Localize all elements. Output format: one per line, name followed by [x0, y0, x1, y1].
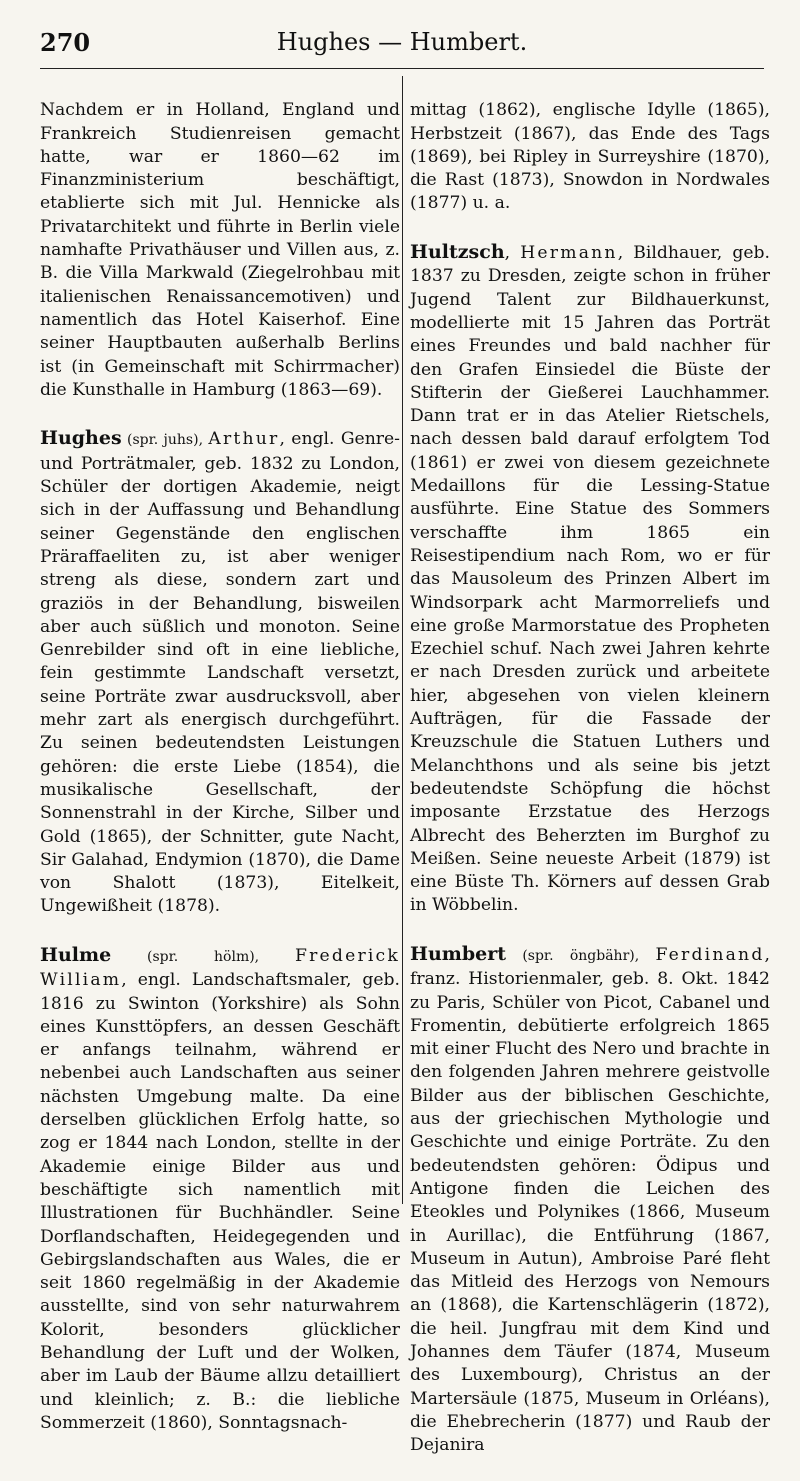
given-name: Frederick William — [40, 945, 400, 991]
entry-hulme — [40, 944, 400, 1435]
right-column — [410, 76, 770, 1481]
pronunciation: (spr. öngbähr), — [506, 947, 656, 964]
page-number: 270 — [40, 28, 91, 57]
entry-text: , Bildhauer, geb. 1837 zu Dresden, zeigte schon in früher Jugend Talent zur Bildhauerkunst, modellierte mit 15 Jahren das Porträt eines Freundes und bald nachher für den Grafen Einsiedel die Büste der Stifterin der Gießerei Lauchhammer. Dann trat er in das Atelier Rietschels, nach dessen bald darauf erfolgtem Tod (1861) er zwei von diesem gezeichnete Medaillons für die Lessing-Statue ausführte. Eine Statue des Sommers verschaffte ihm 1865 ein Reisestipendium nach Rom, wo er für das Mausoleum des Prinzen Albert im Windsorpark acht Marmorreliefs und eine große Marmorstatue des Propheten Ezechiel schuf. Nach zwei Jahren kehrte er nach Dresden zurück und arbeitete hier, abgesehen von vielen kleinern Aufträgen, für die Fassade der Kreuzschule die Statuen Luthers und Melanchthons und als seine bis jetzt bedeutendste Schöpfung die höchst imposante Erzstatue des Herzogs Albrecht des Beherzten im Burghof zu Meißen. Seine neueste Arbeit (1879) ist eine Büste Th. Körners auf dessen Grab in Wöbbelin. — [410, 243, 770, 916]
header-rule — [40, 68, 764, 69]
given-name: Arthur — [208, 429, 280, 450]
given-name: Hermann — [520, 243, 618, 264]
left-column — [40, 76, 400, 1459]
entry-hughes — [40, 427, 400, 918]
pronunciation: (spr. hölm), — [111, 948, 295, 965]
entry-humbert — [410, 943, 770, 1458]
entry-hultzsch: Hultzsch, Hermann, Bildhauer, geb. 1837 zu Dresden, zeigte schon in früher Jugend Talent zur Bildhauerkunst, modellierte mit 15 Jahren das Porträt eines Freundes und bald nachher für den Grafen Einsiedel die Büste der Stifterin der Gießerei Lauchhammer. Dann trat er in das Atelier Rietschels, nach dessen bald darauf erfolgtem Tod (1861) er zwei von diesem gezeichnete Medaillons für die Lessing-Statue ausführte. Eine Statue des Sommers verschaffte ihm 1865 ein Reisestipendium nach Rom, wo er für das Mausoleum des Prinzen Albert im Windsorpark acht Marmorreliefs und eine große Marmorstatue des Propheten Ezechiel schuf. Nach zwei Jahren kehrte er nach Dresden zurück und arbeitete hier, abgesehen von vielen kleinern Aufträgen, für die Fassade der Kreuzschule die Statuen Luthers und Melanchthons und als seine bis jetzt bedeutendste Schöpfung die höchst imposante Erzstatue des Herzogs Albrecht des Beherzten im Burghof zu Meißen. Seine neueste Arbeit (1879) ist eine Büste Th. Körners auf dessen Grab in Wöbbelin. — [410, 241, 770, 916]
headword: Humbert — [410, 942, 507, 965]
entry-text: , engl. Landschaftsmaler, geb. 1816 zu Swinton (Yorkshire) als Sohn eines Kunsttöpfers, an dessen Geschäft er anfangs teilnahm, während er nebenbei auch Landschaften aus seiner nächsten Umgebung malte. Da eine derselben glücklichen Erfolg hatte, so zog er 1844 nach London, stellte in der Akademie einige Bilder aus und beschäftigte sich namentlich mit Illustrationen für Buchhändler. Seine Dorflandschaften, Heidegegenden und Gebirgslandschaften aus Wales, die er seit 1860 regelmäßig in der Akademie ausstellte, sind von sehr naturwahrem Kolorit, besonders glücklicher Behandlung der Luft und der Wolken, aber im Laub der Bäume allzu detailliert und kleinlich; z. B.: die liebliche Sommerzeit (1860), Sonntagsnach- — [40, 970, 400, 1433]
running-title: Hughes — Humbert. — [276, 28, 528, 56]
given-name: Ferdinand — [655, 944, 765, 965]
headword: Hughes — [40, 427, 122, 450]
page-header — [40, 28, 764, 64]
headword: Hulme — [40, 943, 112, 966]
continued-entry-text: Nachdem er in Holland, England und Frankreich Studienreisen gemacht hatte, war er 1860—62 im Finanzministerium beschäftigt, etablierte sich mit Jul. Hennicke als Privatarchitekt und führte in Berlin viele namhafte Privathäuser und Villen aus, z. B. die Villa Markwald (Ziegelrohbau mit italienischen Renaissancemotiven) und namentlich das Hotel Kaiserhof. Eine seiner Hauptbauten außerhalb Berlins ist (in Gemeinschaft mit Schirrmacher) die Kunsthalle in Hamburg (1863—69). — [40, 100, 400, 400]
entry-text: , engl. Genre- und Porträtmaler, geb. 1832 zu London, Schüler der dortigen Akademie, neigt sich in der Auffassung und Behandlung seiner Gegenstände den englischen Präraffaeliten zu, ist aber weniger streng als diese, sondern zart und graziös in der Behandlung, bisweilen aber auch süßlich und monoton. Seine Genrebilder sind oft in eine liebliche, fein gestimmte Landschaft versetzt, seine Porträte zwar ausdrucksvoll, aber mehr zart als energisch durchgeführt. Zu seinen bedeutendsten Leistungen gehören: die erste Liebe (1854), die musikalische Gesellschaft, der Sonnenstrahl in der Kirche, Silber und Gold (1865), der Schnitter, gute Nacht, Sir Galahad, Endymion (1870), die Dame von Shalott (1873), Eitelkeit, Ungewißheit (1878). — [40, 429, 400, 917]
continued-entry-text: mittag (1862), englische Idylle (1865), Herbstzeit (1867), das Ende des Tags (1869), bei Ripley in Surreyshire (1870), die Rast (1873), Snowdon in Nordwales (1877) u. a. — [410, 100, 770, 214]
entry-text: , franz. Historienmaler, geb. 8. Okt. 1842 zu Paris, Schüler von Picot, Cabanel und Fromentin, debütierte erfolgreich 1865 mit einer Flucht des Nero und brachte in den folgenden Jahren mehrere geistvolle Bilder aus der biblischen Geschichte, aus der griechischen Mythologie und Geschichte und einige Porträte. Zu den bedeutendsten gehören: Ödipus und Antigone finden die Leichen des Eteokles und Polynikes (1866, Museum in Aurillac), die Entführung (1867, Museum in Autun), Ambroise Paré fleht das Mitleid des Herzogs von Nemours an (1868), die Kartenschlägerin (1872), die heil. Jungfrau mit dem Kind und Johannes dem Täufer (1874, Museum des Luxembourg), Christus an der Martersäule (1875, Museum in Orléans), die Ehebrecherin (1877) und Raub der Dejanira — [410, 944, 770, 1456]
headword: Hultzsch — [410, 241, 505, 264]
column-divider — [402, 76, 403, 1204]
pronunciation: (spr. juhs), — [121, 432, 209, 449]
